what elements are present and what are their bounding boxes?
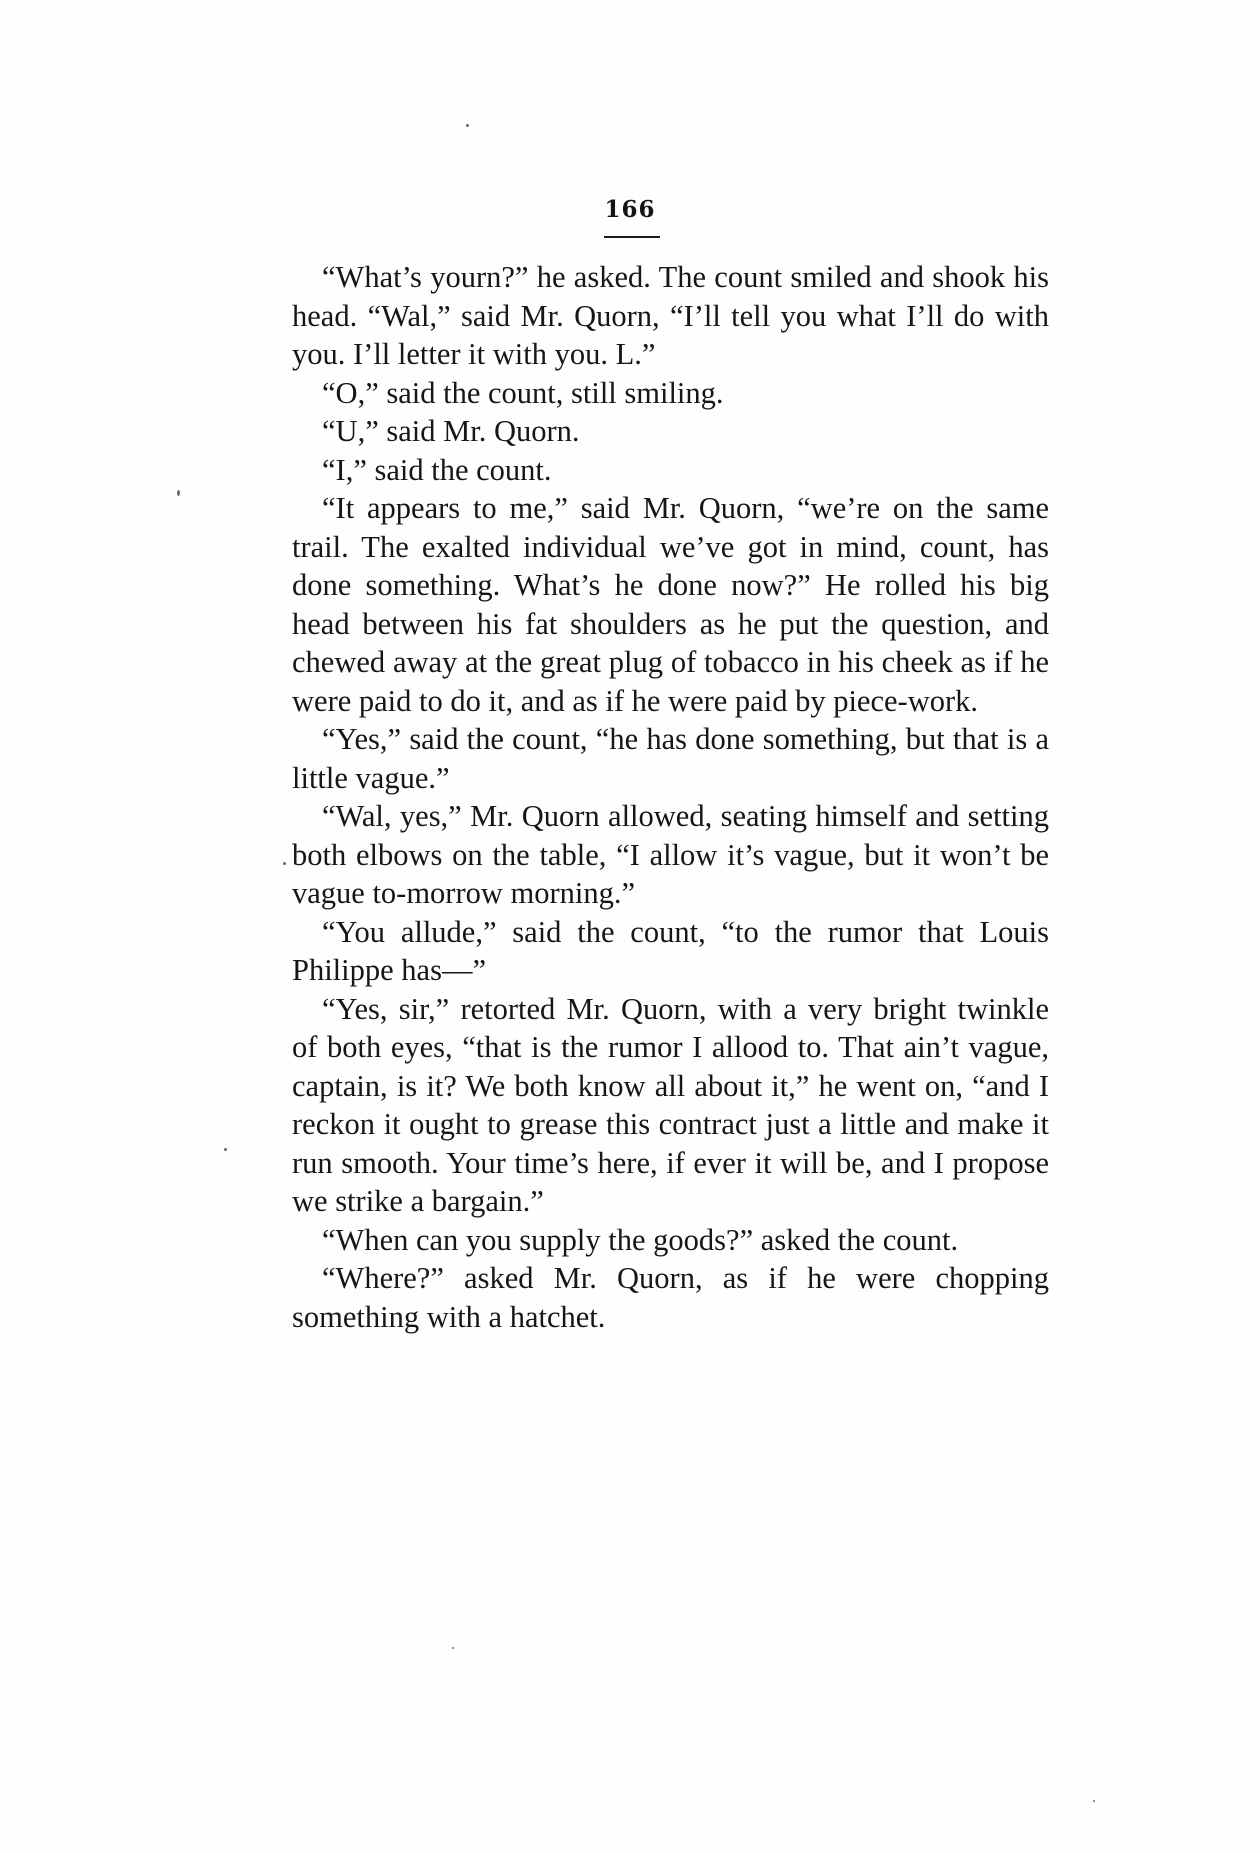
paragraph: “It appears to me,” said Mr. Quorn, “we’re on the same trail. The exalted individual we’ve got in mind, count, has done something. What’s he done now?” He rolled his big head between his fat shoulders as he put the question, and chewed away at the great plug of tobacco in his cheek as if he were paid to do it, and as if he were paid by piece-work. <box>292 491 1049 718</box>
paragraph: “Yes,” said the count, “he has done something, but that is a little vague.” <box>292 722 1049 795</box>
paragraph: “U,” said Mr. Quorn. <box>322 414 580 448</box>
paragraph: “Wal, yes,” Mr. Quorn allowed, seating himself and setting both elbows on the table, “I allow it’s vague, but it won’t be vague to-morrow morning.” <box>292 799 1049 910</box>
scan-speck <box>1093 1800 1095 1802</box>
paragraph: “O,” said the count, still smiling. <box>322 375 724 410</box>
scan-speck <box>177 490 180 496</box>
paragraph: “I,” said the count. <box>322 452 552 487</box>
scan-speck <box>452 1647 454 1649</box>
paragraph: “Where?” asked Mr. Quorn, as if he were chopping something with a hatchet. <box>292 1261 1049 1334</box>
page-number: 166 <box>604 196 656 223</box>
scan-speck <box>466 124 469 127</box>
scan-speck <box>224 1148 227 1151</box>
scan-speck <box>283 862 286 865</box>
paragraph: “Yes, sir,” retorted Mr. Quorn, with a very bright twinkle of both eyes, “that is the rumor I allood to. That ain’t vague, captain, is it? We both know all about it,” he went on, “and I reckon it ought to grease this contract just a little and make it run smooth. Your time’s here, if ever it will be, and I propose we strike a bargain.” <box>292 991 1049 1218</box>
paragraph: “You allude,” said the count, “to the rumor that Louis Philippe has—” <box>292 914 1049 987</box>
paragraph: “When can you supply the goods?” asked the count. <box>322 1222 959 1257</box>
page-number-rule <box>604 236 660 238</box>
body-text <box>292 258 1049 1336</box>
paragraph: “What’s yourn?” he asked. The count smiled and shook his head. “Wal,” said Mr. Quorn, “I’ll tell you what I’ll do with you. I’ll letter it with you. L.” <box>292 260 1049 371</box>
